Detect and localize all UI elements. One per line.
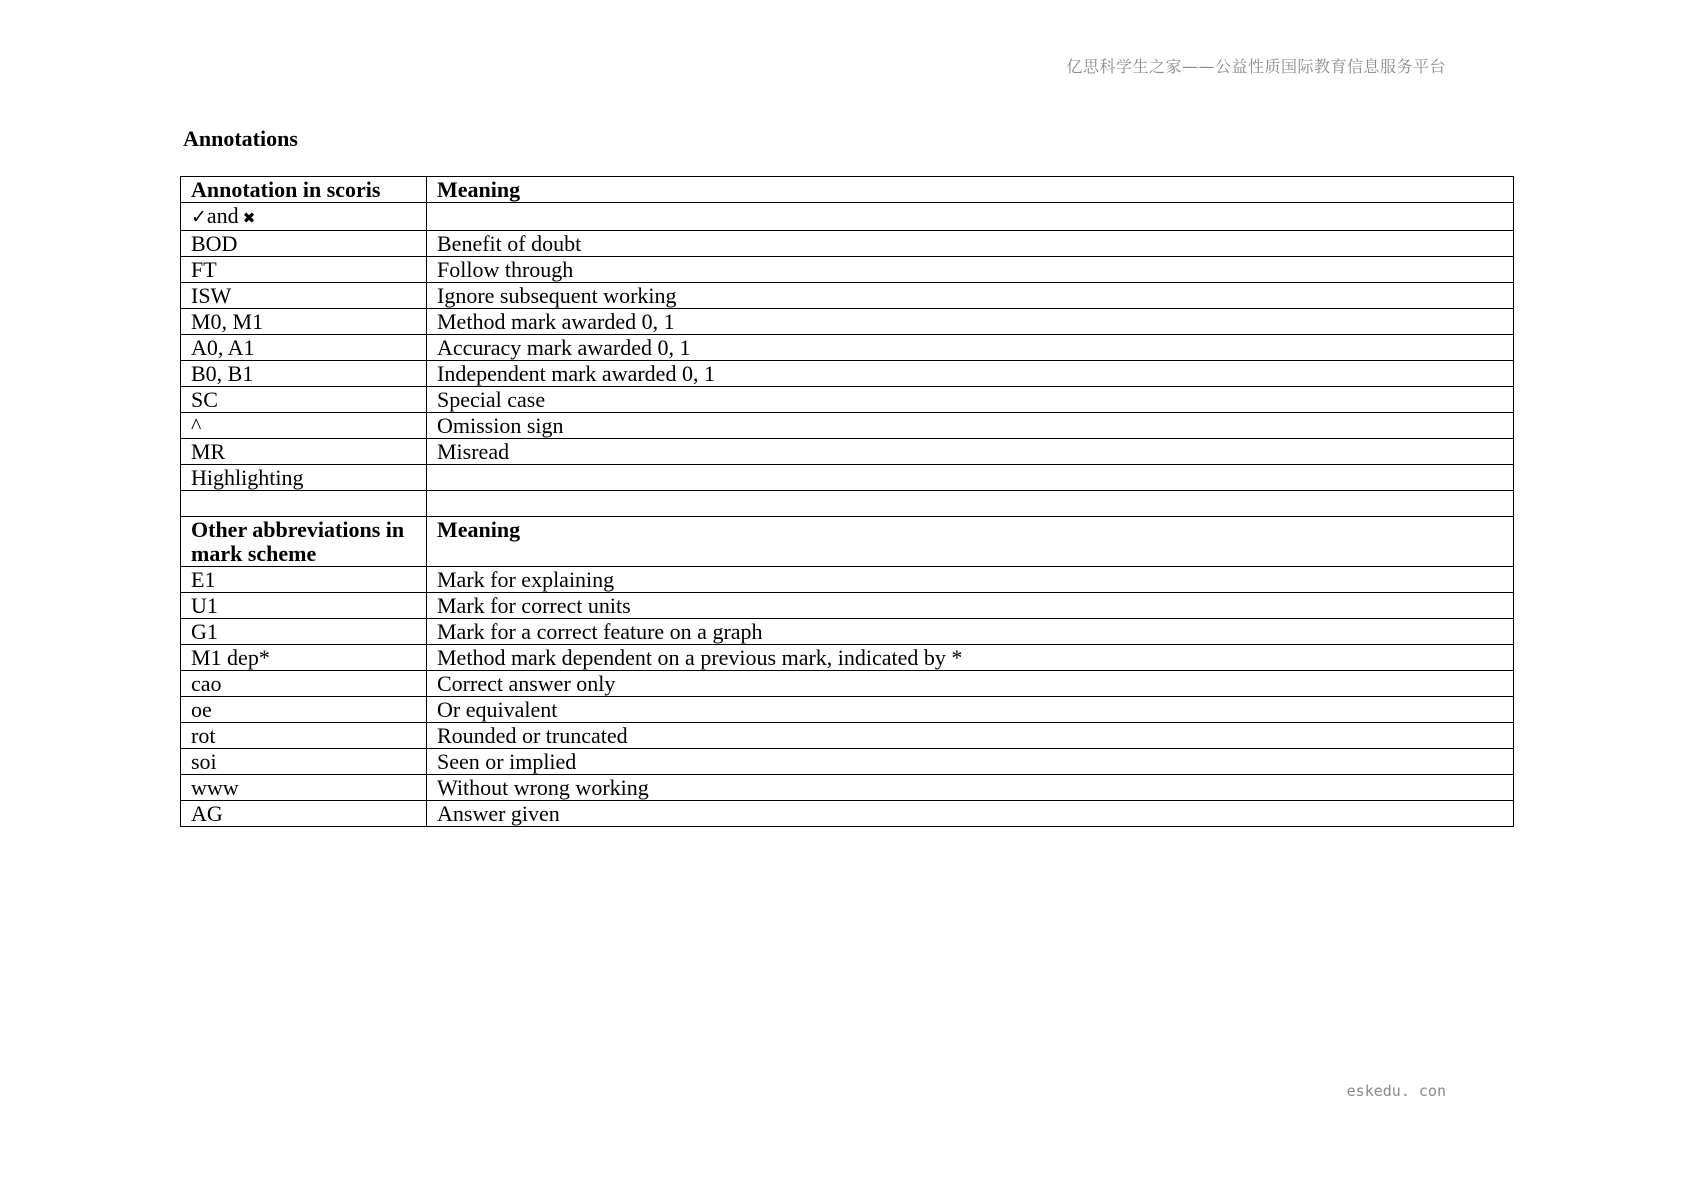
code-cell: E1 [181, 567, 427, 593]
table-row [181, 231, 1514, 257]
code-cell: G1 [181, 619, 427, 645]
code-cell: SC [181, 387, 427, 413]
table-row [181, 697, 1514, 723]
table-row [181, 387, 1514, 413]
table-row [181, 801, 1514, 827]
table-row [181, 749, 1514, 775]
code-cell: M0, M1 [181, 309, 427, 335]
meaning-cell: Seen or implied [427, 749, 1514, 775]
code-cell: MR [181, 439, 427, 465]
meaning-cell [427, 465, 1514, 491]
meaning-cell: Method mark dependent on a previous mark, indicated by * [427, 645, 1514, 671]
blank-separator-row [181, 491, 1514, 517]
meaning-cell: Special case [427, 387, 1514, 413]
meaning-cell: Accuracy mark awarded 0, 1 [427, 335, 1514, 361]
table-row [181, 593, 1514, 619]
meaning-cell: Method mark awarded 0, 1 [427, 309, 1514, 335]
code-cell: www [181, 775, 427, 801]
table-header-row [181, 177, 1514, 203]
table-row [181, 619, 1514, 645]
check-icon: ✓ [191, 206, 207, 228]
meaning-cell: Ignore subsequent working [427, 283, 1514, 309]
table-row [181, 671, 1514, 697]
meaning-cell: Mark for explaining [427, 567, 1514, 593]
watermark-bottom: eskedu. con [1346, 1082, 1446, 1100]
table-row [181, 283, 1514, 309]
header-other-abbreviations: Other abbreviations in mark scheme [181, 517, 427, 567]
table-header-row-abbreviations [181, 517, 1514, 567]
code-cell: cao [181, 671, 427, 697]
table-row [181, 645, 1514, 671]
meaning-cell: Without wrong working [427, 775, 1514, 801]
meaning-cell: Answer given [427, 801, 1514, 827]
table-row [181, 335, 1514, 361]
code-cell: BOD [181, 231, 427, 257]
table-row [181, 567, 1514, 593]
code-cell: rot [181, 723, 427, 749]
meaning-cell: Mark for correct units [427, 593, 1514, 619]
header-meaning: Meaning [427, 517, 1514, 567]
meaning-cell: Correct answer only [427, 671, 1514, 697]
code-cell: B0, B1 [181, 361, 427, 387]
meaning-cell: Mark for a correct feature on a graph [427, 619, 1514, 645]
code-cell: ISW [181, 283, 427, 309]
table-row [181, 775, 1514, 801]
cross-icon: ✖ [242, 209, 256, 227]
and-text: and [206, 203, 239, 228]
meaning-cell: Misread [427, 439, 1514, 465]
meaning-cell: Omission sign [427, 413, 1514, 439]
annotations-table [180, 176, 1514, 827]
code-cell: M1 dep* [181, 645, 427, 671]
meaning-cell: Or equivalent [427, 697, 1514, 723]
code-cell: FT [181, 257, 427, 283]
table-row [181, 203, 1514, 231]
table-row [181, 361, 1514, 387]
meaning-cell: Follow through [427, 257, 1514, 283]
table-row [181, 723, 1514, 749]
table-row [181, 465, 1514, 491]
watermark-top: 亿思科学生之家——公益性质国际教育信息服务平台 [1066, 57, 1446, 76]
meaning-cell [427, 203, 1514, 231]
table-row [181, 257, 1514, 283]
code-cell: ^ [181, 413, 427, 439]
meaning-cell: Independent mark awarded 0, 1 [427, 361, 1514, 387]
code-cell: soi [181, 749, 427, 775]
page-title: Annotations [183, 126, 298, 151]
tick-and-cross-cell [181, 203, 427, 231]
meaning-cell: Benefit of doubt [427, 231, 1514, 257]
code-cell: U1 [181, 593, 427, 619]
code-cell: AG [181, 801, 427, 827]
header-meaning: Meaning [427, 177, 1514, 203]
table-row [181, 413, 1514, 439]
code-cell: Highlighting [181, 465, 427, 491]
blank-cell [427, 491, 1514, 517]
blank-cell [181, 491, 427, 517]
meaning-cell: Rounded or truncated [427, 723, 1514, 749]
code-cell: A0, A1 [181, 335, 427, 361]
table-row [181, 309, 1514, 335]
table-row [181, 439, 1514, 465]
code-cell: oe [181, 697, 427, 723]
header-annotation: Annotation in scoris [181, 177, 427, 203]
